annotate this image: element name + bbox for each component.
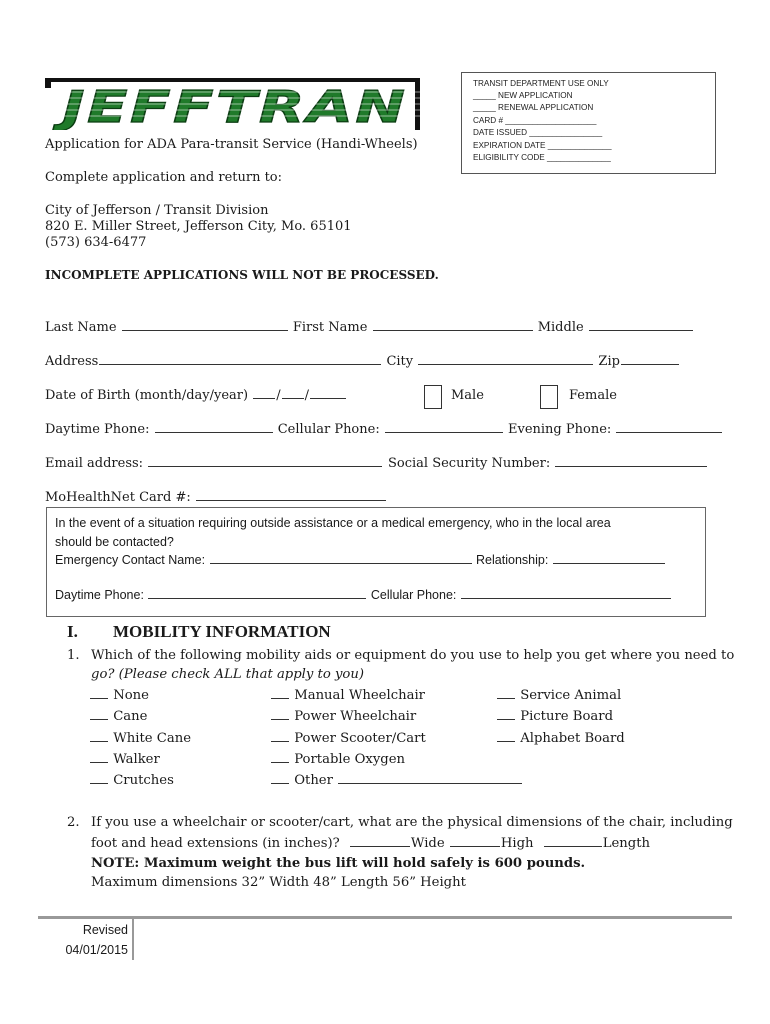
aid-white-cane-label: White Cane xyxy=(113,731,192,746)
cellular-phone-field[interactable] xyxy=(385,422,503,433)
relationship-label: Relationship: xyxy=(476,553,549,567)
footer-divider xyxy=(38,916,732,919)
aid-walker-label: Walker xyxy=(113,752,160,767)
daytime-phone-label: Daytime Phone: xyxy=(45,422,150,437)
email-label: Email address: xyxy=(45,456,144,471)
zip-field[interactable] xyxy=(621,354,679,365)
dob-year-field[interactable] xyxy=(310,388,346,399)
office-expiration-date: EXPIRATION DATE ______________ xyxy=(473,141,612,150)
office-use-box xyxy=(461,72,716,174)
aid-other-field[interactable] xyxy=(338,773,522,784)
aid-portable-oxygen-label: Portable Oxygen xyxy=(294,752,406,767)
q1-number: 1. xyxy=(67,648,80,663)
footer-vertical-divider xyxy=(132,918,134,960)
aid-portable-oxygen[interactable] xyxy=(270,752,405,767)
office-use-title: TRANSIT DEPARTMENT USE ONLY xyxy=(473,79,609,88)
return-instruction: Complete application and return to: xyxy=(45,170,283,185)
aid-service-animal-label: Service Animal xyxy=(520,688,622,703)
q2-text-line-1: If you use a wheelchair or scooter/cart, what are the physical dimensions of the chair, including xyxy=(91,815,733,830)
weight-note: NOTE: Maximum weight the bus lift will hold safely is 600 pounds. xyxy=(91,856,586,871)
length-label: Length xyxy=(602,836,651,851)
q1-text-line-2: go? (Please check ALL that apply to you) xyxy=(91,667,365,682)
relationship-field[interactable] xyxy=(553,553,665,564)
q2-number: 2. xyxy=(67,815,80,830)
revised-label: Revised xyxy=(82,923,128,937)
evening-phone-label: Evening Phone: xyxy=(508,422,612,437)
emergency-question-line-1: In the event of a situation requiring outside assistance or a medical emergency, who in the local area xyxy=(55,516,611,530)
aid-power-wheelchair[interactable] xyxy=(270,709,416,724)
emergency-cellular-phone-label: Cellular Phone: xyxy=(370,588,457,602)
address-field[interactable] xyxy=(99,354,381,365)
dob-day-field[interactable] xyxy=(282,388,304,399)
aid-manual-wheelchair-label: Manual Wheelchair xyxy=(294,688,425,703)
aid-service-animal[interactable] xyxy=(496,688,621,703)
city-field[interactable] xyxy=(418,354,593,365)
aid-white-cane[interactable] xyxy=(89,731,191,746)
aid-alphabet-board-label: Alphabet Board xyxy=(520,731,625,746)
address-label: Address xyxy=(45,354,99,369)
address-line-2: 820 E. Miller Street, Jefferson City, Mo. 65101 xyxy=(45,219,352,234)
aid-alphabet-board[interactable] xyxy=(496,731,625,746)
email-field[interactable] xyxy=(148,456,382,467)
emergency-cellular-phone-field[interactable] xyxy=(461,588,671,599)
q2-dimensions-row xyxy=(91,836,650,851)
male-label: Male xyxy=(451,388,484,403)
emergency-phone-row xyxy=(55,588,672,602)
aid-power-scooter[interactable] xyxy=(270,731,426,746)
high-field[interactable] xyxy=(450,836,500,847)
ssn-row xyxy=(388,456,708,471)
emergency-contact-name-field[interactable] xyxy=(210,553,472,564)
aid-picture-board-label: Picture Board xyxy=(520,709,614,724)
cellular-phone-label: Cellular Phone: xyxy=(277,422,380,437)
aid-walker[interactable] xyxy=(89,752,160,767)
female-label: Female xyxy=(569,388,617,403)
high-label: High xyxy=(500,836,534,851)
aid-none[interactable] xyxy=(89,688,149,703)
wide-label: Wide xyxy=(410,836,445,851)
male-checkbox[interactable] xyxy=(424,385,442,409)
aid-power-wheelchair-label: Power Wheelchair xyxy=(294,709,417,724)
incomplete-warning: INCOMPLETE APPLICATIONS WILL NOT BE PROCESSED. xyxy=(45,268,439,282)
city-label: City xyxy=(386,354,414,369)
dob-month-field[interactable] xyxy=(253,388,275,399)
contact-phone: (573) 634-6477 xyxy=(45,235,147,250)
name-row xyxy=(45,320,694,335)
female-checkbox[interactable] xyxy=(540,385,558,409)
max-dimensions: Maximum dimensions 32” Width 48” Length 56” Height xyxy=(91,875,466,890)
emergency-daytime-phone-field[interactable] xyxy=(148,588,366,599)
office-new-application: _____ NEW APPLICATION xyxy=(473,91,573,100)
middle-name-label: Middle xyxy=(537,320,584,335)
aid-crutches-label: Crutches xyxy=(113,773,174,788)
first-name-field[interactable] xyxy=(373,320,533,331)
ssn-label: Social Security Number: xyxy=(388,456,551,471)
jefftran-logo xyxy=(45,78,420,130)
form-title: Application for ADA Para-transit Service (Handi-Wheels) xyxy=(45,137,418,152)
mohealthnet-row xyxy=(45,490,387,505)
last-name-label: Last Name xyxy=(45,320,117,335)
section-title: MOBILITY INFORMATION xyxy=(113,622,331,641)
revised-date: 04/01/2015 xyxy=(65,943,128,957)
office-eligibility-code: ELIGIBILITY CODE ______________ xyxy=(473,153,611,162)
emergency-contact-box xyxy=(46,507,706,617)
middle-name-field[interactable] xyxy=(589,320,693,331)
aid-other-label: Other xyxy=(294,773,333,788)
wide-field[interactable] xyxy=(350,836,410,847)
office-renewal-application: _____ RENEWAL APPLICATION xyxy=(473,103,594,112)
mohealthnet-label: MoHealthNet Card #: xyxy=(45,490,191,505)
q1-text-line-1: Which of the following mobility aids or equipment do you use to help you get where you need to xyxy=(91,648,735,663)
dob-row: Date of Birth (month/day/year) / / xyxy=(45,388,347,403)
emergency-contact-row xyxy=(55,553,666,567)
office-card-number: CARD # ____________________ xyxy=(473,116,597,125)
aid-none-label: None xyxy=(113,688,149,703)
aid-cane-label: Cane xyxy=(113,709,148,724)
section-number: I. xyxy=(67,622,78,641)
aid-crutches[interactable] xyxy=(89,773,174,788)
emergency-contact-name-label: Emergency Contact Name: xyxy=(55,553,206,567)
address-row xyxy=(45,354,680,369)
last-name-field[interactable] xyxy=(122,320,288,331)
aid-other[interactable] xyxy=(270,773,523,788)
ssn-field[interactable] xyxy=(555,456,707,467)
mohealthnet-field[interactable] xyxy=(196,490,386,501)
length-field[interactable] xyxy=(544,836,602,847)
aid-manual-wheelchair[interactable] xyxy=(270,688,425,703)
q2-text-line-2: foot and head extensions (in inches)? xyxy=(91,836,340,851)
aid-picture-board[interactable] xyxy=(496,709,613,724)
email-row xyxy=(45,456,383,471)
dob-label: Date of Birth (month/day/year) xyxy=(45,388,249,403)
aid-cane[interactable] xyxy=(89,709,147,724)
emergency-daytime-phone-label: Daytime Phone: xyxy=(55,588,144,602)
phone-row xyxy=(45,422,723,437)
evening-phone-field[interactable] xyxy=(616,422,722,433)
office-date-issued: DATE ISSUED ________________ xyxy=(473,128,603,137)
aid-power-scooter-label: Power Scooter/Cart xyxy=(294,731,426,746)
emergency-question-line-2: should be contacted? xyxy=(55,535,174,549)
address-line-1: City of Jefferson / Transit Division xyxy=(45,203,269,218)
daytime-phone-field[interactable] xyxy=(155,422,273,433)
zip-label: Zip xyxy=(598,354,620,369)
first-name-label: First Name xyxy=(292,320,368,335)
logo-text: JEFFTRAN xyxy=(51,82,408,130)
